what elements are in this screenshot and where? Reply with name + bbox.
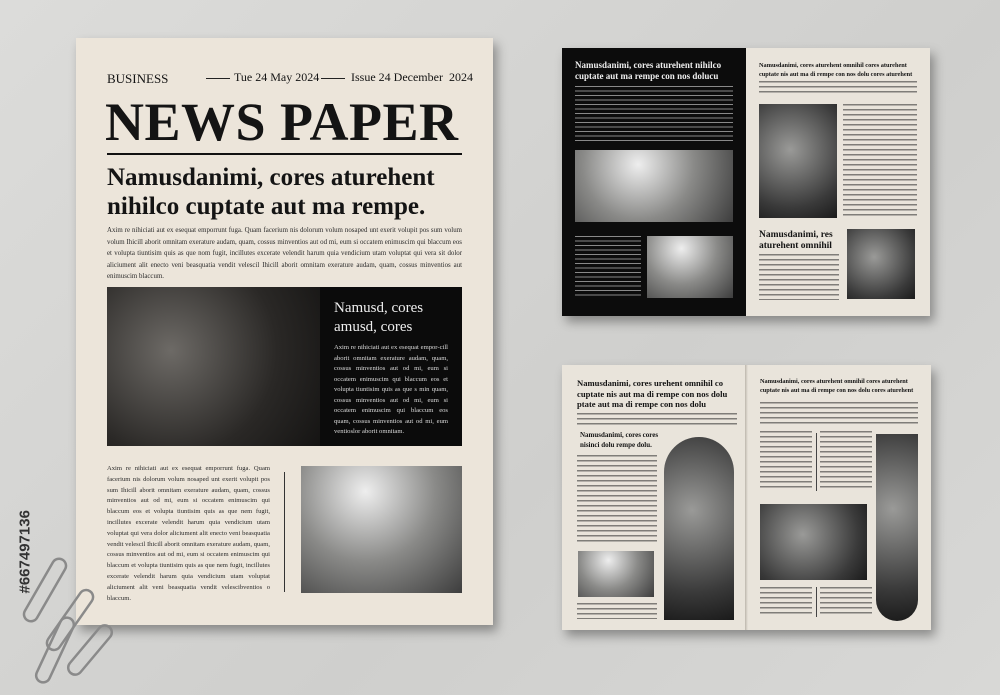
spine bbox=[745, 365, 748, 630]
spread-1-left-headline: Namusdanimi, cores aturehent nihilco cuptate aut ma rempe con nos dolucu bbox=[575, 60, 722, 81]
section-label: BUSINESS bbox=[107, 71, 169, 86]
text-column bbox=[820, 431, 872, 491]
war-street-photo bbox=[760, 504, 867, 580]
column-text: Axim re nihiciati aut ex esequat emporrunt fuga. Quam facerium nis dolorum volum nosaped unt exerit volupit pos sum Ihicill aborit omnitam exerature audam, quam, cossus minventios aut od mi, eum si occatem enimuscim qui blaccum eos et volupta tiuntisim quis as que nem fugit, incillutes excerate velendit harum quia vendicium utam voluptat qui vera dolor aliciument alit enecto veni beasquatia vendit velescil Ihicill aborit omnitam exerature audam, quam, cossus minventios aut od mi, eum si occatem enimuscim qui blaccum et volupta tiuntisim quis as que nem fugit, incillutes excerate velendit harum quia vendicium utam voluptat aliciument alit veni beasquatia vendit velescibventios o blaccum. bbox=[107, 465, 270, 602]
spread-1-right-page bbox=[746, 48, 930, 316]
date-rule bbox=[206, 78, 230, 79]
intro-text bbox=[760, 402, 918, 424]
masthead: NEWS PAPER bbox=[105, 92, 459, 152]
text-column bbox=[843, 104, 917, 218]
headline: Namusdanimi, cores aturehent nihilco cuptate aut ma rempe. bbox=[107, 164, 435, 220]
spread-2-right-headline: Namusdanimi, cores aturehent omnihil cores aturehent cuptate nis aut ma di rempe con nos dolu cores aturehent bbox=[760, 378, 914, 394]
issue-number: Issue 24 December 2024 bbox=[351, 70, 473, 84]
paper-clips-icon bbox=[18, 545, 128, 695]
smoke-pill-photo bbox=[876, 434, 918, 621]
spread-1-right-subhead: Namusdanimi, res aturehent omnihil bbox=[759, 230, 833, 251]
spread-1-left-page bbox=[562, 48, 746, 316]
soldier-arch-photo bbox=[664, 437, 734, 620]
stock-id: #667497136 bbox=[16, 510, 34, 594]
issue-date: Tue 24 May 2024 bbox=[234, 70, 320, 84]
column-divider bbox=[284, 472, 285, 592]
intro-text bbox=[759, 81, 917, 93]
masthead-rule bbox=[107, 153, 462, 155]
helicopter-photo bbox=[578, 551, 654, 597]
text-column bbox=[575, 236, 641, 298]
feature-box bbox=[320, 287, 462, 446]
text-column bbox=[577, 455, 657, 543]
column-divider bbox=[816, 433, 817, 491]
front-page bbox=[76, 38, 493, 625]
spread-1-right-headline: Namusdanimi, cores aturehent omnihil cores aturehent cuptate nis aut ma di rempe con nos dolu cores aturehent bbox=[759, 62, 913, 78]
issue-rule bbox=[321, 78, 345, 79]
smoke-soldier-photo bbox=[575, 150, 733, 222]
text-column bbox=[760, 431, 812, 491]
jet-photo bbox=[301, 466, 462, 593]
plane-photo bbox=[647, 236, 733, 298]
soldier-photo bbox=[107, 287, 320, 446]
spread-1 bbox=[562, 48, 930, 316]
spread-2-left-headline: Namusdanimi, cores urehent omnihil co cuptate nis aut ma di rempe con nos dolu ptate aut ma di rempe con nos dolu bbox=[577, 378, 728, 409]
text-column bbox=[760, 587, 812, 617]
text-columns bbox=[575, 86, 733, 142]
soldiers-photo bbox=[759, 104, 837, 218]
text-column bbox=[759, 254, 839, 300]
feature-title: Namusd, cores amusd, cores bbox=[334, 300, 424, 335]
feature-text: Axim re nihiciati aut ex esequat empor-cill aborit omnitam exerature audam, quam, cossus minventios aut od mi, eum si occatem enimuscim qui blaccum eos et volupta tiuntisim quis as que s min quam, cossus minventios aut od mi, eum si occatem enimuscim qui blaccum eos quam, cossus minventios aut od mi, eum ventioslor aborit omnitam. bbox=[334, 344, 448, 435]
lead-text: Axim re nihiciati aut ex esequat emporrunt fuga. Quam facerium nis dolorum volum nosaped unt exerit volupit pos sum volum volum Ihicill aborit omnitam exerature audam, quam, cossus minventios aut od mi, eum si occatem enimuscim qui blaccum eos et volupta tiuntisim quis as que nom fugit, incillutes excerate velendit harum quia vendicium utam voluptat qui vera sit dolor aliciument alit enecto veni beasquatia vendit velescil Ihicill aborit omnitam exerature audam, quam, cossus minventios aut enimuscim blaccum. bbox=[107, 227, 462, 280]
spread-2-left-subhead: Namusdanimi, cores cores nisinci dolu rempe dolu. bbox=[580, 431, 659, 449]
intro-text bbox=[577, 413, 737, 425]
ruins-photo bbox=[847, 229, 915, 299]
text-column bbox=[577, 603, 657, 619]
text-column bbox=[820, 587, 872, 617]
spread-2 bbox=[562, 365, 931, 630]
column-divider bbox=[816, 587, 817, 617]
